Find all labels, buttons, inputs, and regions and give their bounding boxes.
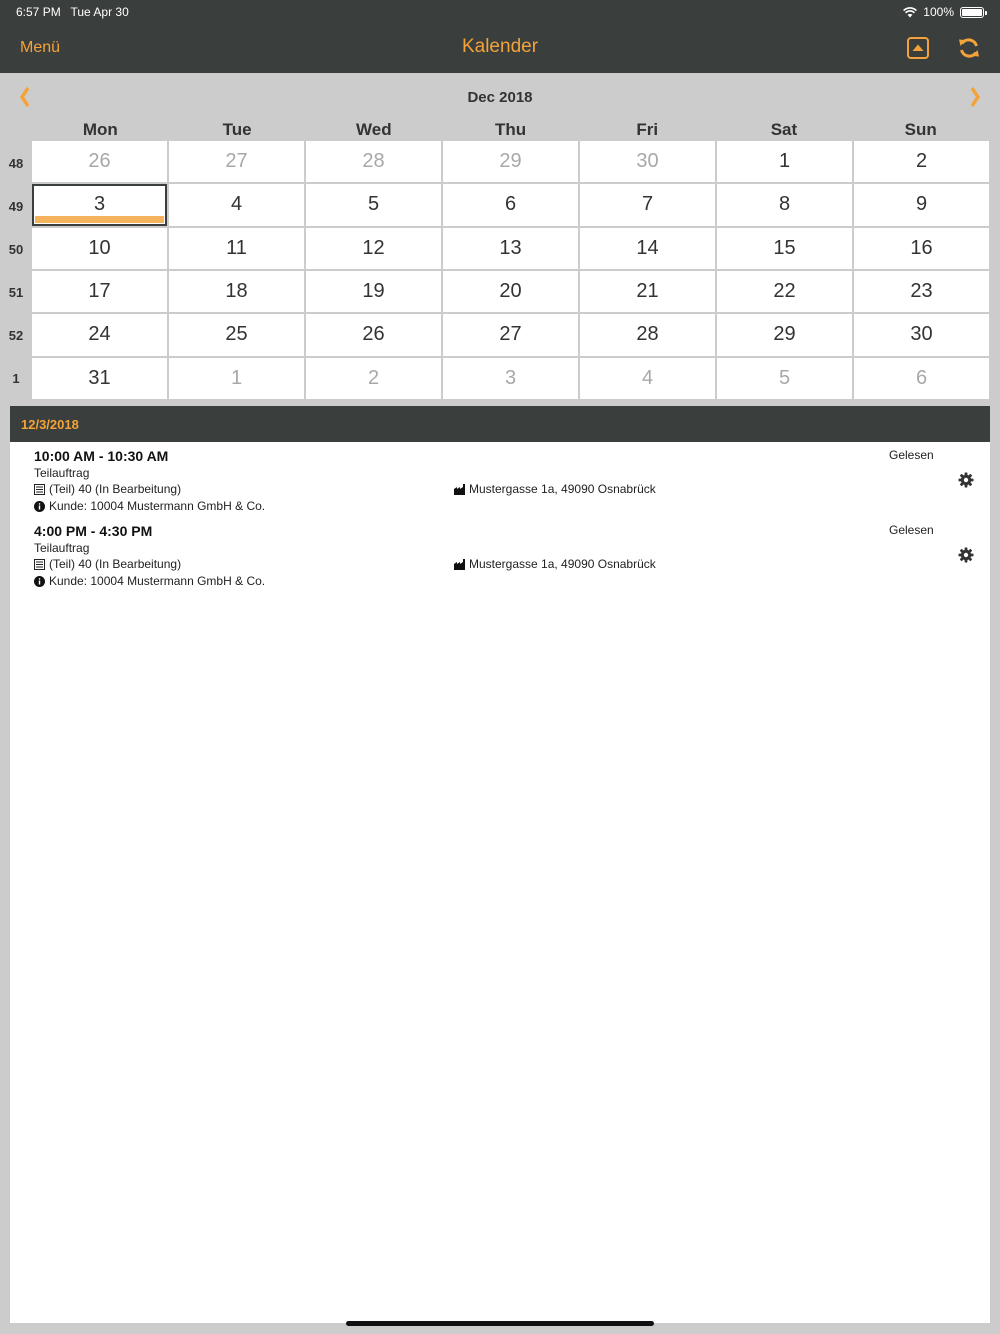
calendar-day[interactable]: 13 xyxy=(443,228,578,269)
event-order xyxy=(34,482,181,496)
calendar-day[interactable]: 25 xyxy=(169,314,304,355)
week-number: 48 xyxy=(8,156,24,171)
weekday-label: Mon xyxy=(82,120,118,139)
event-customer xyxy=(34,574,265,588)
event-status: Gelesen xyxy=(889,523,934,537)
calendar-day[interactable]: 2 xyxy=(854,141,989,182)
event-customer-text: Kunde: 10004 Mustermann GmbH & Co. xyxy=(49,499,266,513)
event-time: 10:00 AM - 10:30 AM xyxy=(34,448,169,464)
refresh-icon[interactable] xyxy=(957,36,981,60)
calendar-day[interactable]: 18 xyxy=(169,271,304,312)
info-icon xyxy=(34,576,45,587)
battery-icon xyxy=(960,7,984,18)
week-number: 1 xyxy=(12,371,20,386)
gear-icon[interactable] xyxy=(958,547,974,563)
calendar-day[interactable]: 1 xyxy=(717,141,852,182)
calendar-day[interactable]: 12 xyxy=(306,228,441,269)
selected-date: 12/3/2018 xyxy=(21,416,79,432)
calendar-day[interactable]: 26 xyxy=(32,141,167,182)
calendar-day[interactable]: 8 xyxy=(717,184,852,225)
calendar-day[interactable]: 16 xyxy=(854,228,989,269)
calendar-day[interactable]: 30 xyxy=(854,314,989,355)
month-title: Dec 2018 xyxy=(467,89,533,106)
status-date: Tue Apr 30 xyxy=(70,5,129,19)
calendar-day[interactable]: 27 xyxy=(443,314,578,355)
weekday-label: Thu xyxy=(494,120,527,139)
event-customer-text: Kunde: 10004 Mustermann GmbH & Co. xyxy=(49,574,266,588)
weekday-header xyxy=(32,120,989,140)
calendar-day[interactable]: 3 xyxy=(443,358,578,399)
calendar-day[interactable]: 6 xyxy=(443,184,578,225)
event-type: Teilauftrag xyxy=(34,466,90,480)
calendar-grid xyxy=(32,141,989,399)
calendar-day[interactable]: 5 xyxy=(306,184,441,225)
calendar-day[interactable]: 21 xyxy=(580,271,715,312)
info-icon xyxy=(34,501,45,512)
calendar-day[interactable]: 28 xyxy=(580,314,715,355)
calendar-day[interactable]: 11 xyxy=(169,228,304,269)
calendar-day[interactable]: 22 xyxy=(717,271,852,312)
week-number: 52 xyxy=(8,328,24,343)
calendar-day[interactable]: 9 xyxy=(854,184,989,225)
calendar-day[interactable]: 29 xyxy=(717,314,852,355)
page-title: Kalender xyxy=(461,36,539,57)
event-order-text: (Teil) 40 (In Bearbeitung) xyxy=(49,557,182,571)
menu-button[interactable]: Menü xyxy=(20,39,61,56)
week-number: 51 xyxy=(8,285,24,300)
selected-date-header xyxy=(10,406,990,442)
week-number-column xyxy=(0,141,32,399)
status-indicators xyxy=(903,5,984,19)
weekday-label: Fri xyxy=(636,120,659,139)
calendar-day[interactable]: 17 xyxy=(32,271,167,312)
wifi-icon xyxy=(903,7,917,18)
battery-percent: 100% xyxy=(923,5,954,19)
calendar-day[interactable]: 4 xyxy=(580,358,715,399)
calendar-day-selected[interactable] xyxy=(32,184,167,225)
event-address xyxy=(454,557,656,571)
calendar-day[interactable]: 28 xyxy=(306,141,441,182)
calendar-day[interactable]: 26 xyxy=(306,314,441,355)
calendar-day[interactable]: 2 xyxy=(306,358,441,399)
calendar-day[interactable]: 10 xyxy=(32,228,167,269)
event-status: Gelesen xyxy=(889,448,934,462)
home-indicator[interactable] xyxy=(346,1321,654,1326)
calendar-day[interactable]: 15 xyxy=(717,228,852,269)
event-item[interactable] xyxy=(10,517,990,592)
weekday-label: Sat xyxy=(770,120,798,139)
event-order-text: (Teil) 40 (In Bearbeitung) xyxy=(49,482,182,496)
calendar-day[interactable]: 20 xyxy=(443,271,578,312)
document-list-icon xyxy=(34,559,45,570)
calendar-day[interactable]: 30 xyxy=(580,141,715,182)
calendar-day[interactable]: 14 xyxy=(580,228,715,269)
weekday-label: Wed xyxy=(356,120,392,139)
calendar-day[interactable]: 27 xyxy=(169,141,304,182)
calendar-day[interactable]: 23 xyxy=(854,271,989,312)
event-order xyxy=(34,557,181,571)
event-address-text: Mustergasse 1a, 49090 Osnabrück xyxy=(469,557,656,571)
calendar-day[interactable]: 4 xyxy=(169,184,304,225)
event-address xyxy=(454,482,656,496)
events-panel xyxy=(10,406,990,1323)
factory-icon xyxy=(454,484,465,495)
calendar-day[interactable]: 6 xyxy=(854,358,989,399)
calendar-day[interactable]: 29 xyxy=(443,141,578,182)
weekday-label: Tue xyxy=(222,120,252,139)
calendar-day-number: 3 xyxy=(93,193,106,216)
document-list-icon xyxy=(34,484,45,495)
week-number: 49 xyxy=(8,199,24,214)
status-time: 6:57 PM xyxy=(16,5,61,19)
calendar-day[interactable]: 24 xyxy=(32,314,167,355)
event-type: Teilauftrag xyxy=(34,541,90,555)
calendar-day[interactable]: 5 xyxy=(717,358,852,399)
gear-icon[interactable] xyxy=(958,472,974,488)
calendar-day[interactable]: 31 xyxy=(32,358,167,399)
factory-icon xyxy=(454,559,465,570)
event-address-text: Mustergasse 1a, 49090 Osnabrück xyxy=(469,482,656,496)
status-time-date xyxy=(16,5,129,19)
event-time: 4:00 PM - 4:30 PM xyxy=(34,523,153,539)
calendar-day[interactable]: 19 xyxy=(306,271,441,312)
calendar-day[interactable]: 1 xyxy=(169,358,304,399)
top-bar xyxy=(0,0,1000,73)
event-item[interactable] xyxy=(10,442,990,517)
upload-icon[interactable] xyxy=(906,36,930,60)
calendar-day[interactable]: 7 xyxy=(580,184,715,225)
week-number: 50 xyxy=(8,242,24,257)
weekday-label: Sun xyxy=(904,120,937,139)
event-customer xyxy=(34,499,265,513)
next-month-icon[interactable] xyxy=(968,86,982,108)
event-marker xyxy=(35,216,164,223)
